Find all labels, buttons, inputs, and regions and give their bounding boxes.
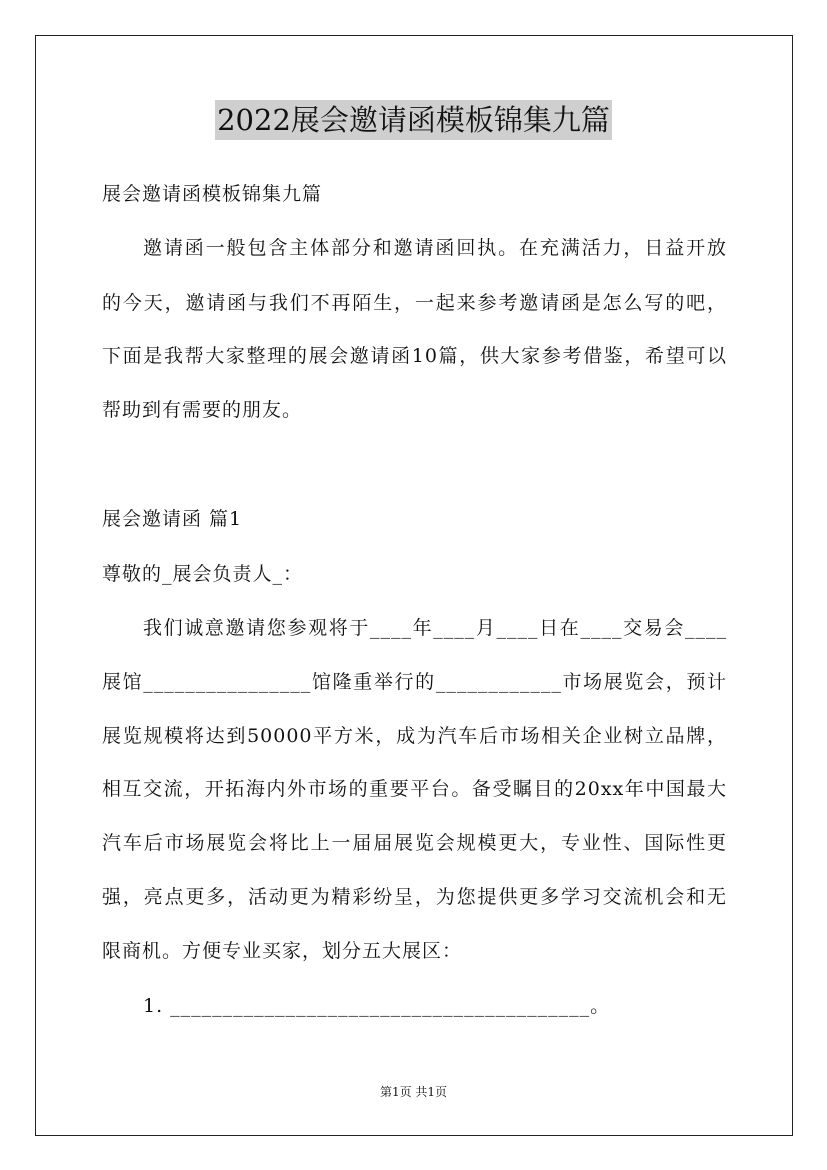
document-title: 2022展会邀请函模板锦集九篇 [215, 100, 612, 140]
body-line-1: 我们诚意邀请您参观将于____年____月____日在____交易会____ [143, 617, 727, 639]
body-line-6: 强，亮点更多，活动更为精彩纷呈，为您提供更多学习交流机会和无 [102, 886, 727, 908]
salutation: 尊敬的_展会负责人_： [102, 563, 304, 585]
body-line-5: 汽车后市场展览会将比上一届届展览会规模更大，专业性、国际性更 [102, 832, 727, 854]
intro-line-3: 下面是我帮大家整理的展会邀请函10篇，供大家参考借鉴，希望可以 [102, 345, 727, 367]
intro-line-4: 帮助到有需要的朋友。 [102, 399, 303, 421]
title-container [0, 100, 827, 140]
body-line-7: 限商机。方便专业买家，划分五大展区： [102, 940, 463, 962]
section-heading: 展会邀请函 篇1 [102, 508, 243, 530]
page-footer: 第1页 共1页 [379, 1085, 448, 1099]
body-line-3: 展览规模将达到50000平方米，成为汽车后市场相关企业树立品牌， [102, 725, 727, 747]
intro-line-1: 邀请函一般包含主体部分和邀请函回执。在充满活力，日益开放 [143, 237, 727, 259]
intro-line-2: 的今天，邀请函与我们不再陌生，一起来参考邀请函是怎么写的吧， [102, 292, 727, 314]
document-subtitle: 展会邀请函模板锦集九篇 [102, 183, 323, 205]
list-item-1: 1. ________________________________________。 [143, 995, 611, 1017]
body-line-4: 相互交流，开拓海内外市场的重要平台。备受瞩目的20xx年中国最大 [102, 778, 727, 800]
body-line-2: 展馆________________馆隆重举行的____________市场展览会，预计 [102, 671, 727, 693]
